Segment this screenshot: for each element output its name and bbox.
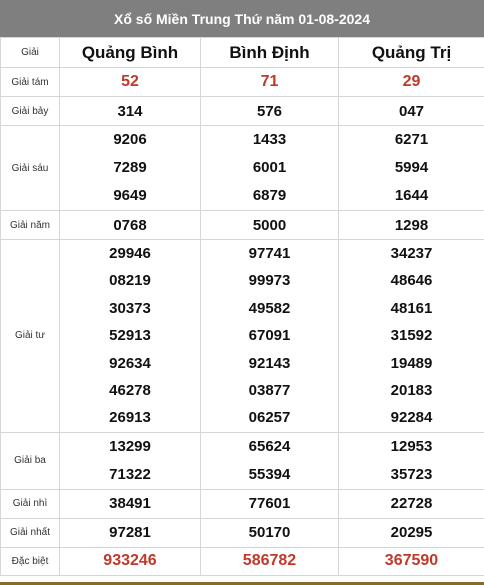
result-cell [201, 432, 339, 489]
result-cell [201, 547, 339, 575]
result-number: 48646 [390, 272, 433, 290]
result-cell [339, 432, 484, 489]
result-cell [60, 211, 201, 240]
result-cell [60, 97, 201, 126]
prize-label: Giải bảy [1, 97, 60, 126]
prize-label: Giải tám [1, 68, 60, 97]
result-cell [60, 68, 201, 97]
result-number: 586782 [242, 552, 297, 570]
result-number: 35723 [390, 465, 433, 483]
result-number: 20183 [390, 381, 433, 399]
result-cell [201, 489, 339, 518]
result-cell [339, 240, 484, 433]
province-header-quang-binh: Quảng Bình [60, 38, 201, 68]
result-number: 29946 [109, 245, 151, 262]
result-number: 5994 [394, 159, 429, 176]
results-table [0, 37, 484, 576]
result-number: 6001 [252, 159, 287, 176]
result-number: 13299 [109, 437, 151, 455]
result-cell [339, 489, 484, 518]
prize-row-tu [1, 240, 484, 433]
prize-label: Giải sáu [1, 126, 60, 211]
result-number: 1433 [252, 131, 287, 148]
result-number: 52 [121, 73, 139, 90]
result-number: 46278 [109, 381, 151, 399]
result-number: 29 [402, 73, 421, 90]
prize-row-tam [1, 68, 484, 97]
result-number: 20295 [390, 524, 433, 542]
prize-label: Giải tư [1, 240, 60, 433]
province-header-binh-dinh: Bình Định [201, 38, 339, 68]
prize-row-bay [1, 97, 484, 126]
result-number: 97281 [109, 524, 151, 542]
prize-row-nhat [1, 518, 484, 547]
result-number: 48161 [390, 299, 433, 317]
prize-row-nam [1, 211, 484, 240]
result-number: 047 [398, 102, 425, 120]
result-number: 6879 [252, 187, 287, 204]
result-cell [339, 547, 484, 575]
result-number: 65624 [248, 437, 291, 455]
prize-label: Giải năm [1, 211, 60, 240]
result-cell [60, 518, 201, 547]
result-number: 52913 [109, 327, 151, 345]
prize-label: Giải nhất [1, 518, 60, 547]
result-cell [201, 126, 339, 211]
result-number: 03877 [248, 381, 291, 399]
prize-column-header: Giải [1, 38, 60, 68]
prize-row-db [1, 547, 484, 575]
result-number: 314 [117, 102, 143, 120]
result-number: 31592 [390, 327, 433, 345]
result-cell [60, 547, 201, 575]
result-cell [339, 518, 484, 547]
result-cell [60, 432, 201, 489]
result-cell [339, 97, 484, 126]
result-cell [201, 68, 339, 97]
result-number: 99973 [248, 272, 291, 290]
result-number: 08219 [109, 272, 151, 290]
result-number: 92284 [390, 409, 433, 427]
prize-row-nhi [1, 489, 484, 518]
province-header-quang-tri: Quảng Trị [339, 38, 484, 68]
result-number: 92143 [248, 354, 291, 372]
prize-row-sau [1, 126, 484, 211]
result-number: 19489 [390, 354, 433, 372]
prize-row-ba [1, 432, 484, 489]
result-number: 5000 [252, 216, 287, 234]
result-cell [201, 518, 339, 547]
result-number: 30373 [109, 299, 151, 317]
result-number: 71 [260, 73, 279, 90]
result-number: 576 [256, 102, 283, 120]
result-number: 6271 [394, 131, 429, 148]
result-number: 50170 [248, 524, 291, 542]
result-cell [339, 211, 484, 240]
result-number: 12953 [390, 437, 433, 455]
prize-label: Giải ba [1, 432, 60, 489]
result-cell [60, 126, 201, 211]
result-number: 97741 [248, 245, 291, 262]
result-cell [60, 489, 201, 518]
result-number: 22728 [390, 495, 433, 513]
result-number: 34237 [390, 245, 433, 262]
result-number: 92634 [109, 354, 151, 372]
result-cell [60, 240, 201, 433]
result-number: 38491 [109, 495, 151, 513]
result-cell [201, 240, 339, 433]
result-number: 933246 [103, 552, 157, 570]
result-number: 1298 [394, 216, 429, 234]
result-cell [339, 126, 484, 211]
result-number: 77601 [248, 495, 291, 513]
header-row [1, 38, 484, 68]
result-number: 49582 [248, 299, 291, 317]
result-cell [339, 68, 484, 97]
prize-label: Giải nhì [1, 489, 60, 518]
result-number: 7289 [113, 159, 147, 176]
result-number: 0768 [113, 216, 147, 234]
result-number: 9206 [113, 131, 147, 148]
result-number: 367590 [384, 552, 439, 570]
result-cell [201, 211, 339, 240]
result-number: 1644 [394, 187, 429, 204]
result-number: 26913 [109, 409, 151, 427]
result-cell [201, 97, 339, 126]
result-number: 67091 [248, 327, 291, 345]
prize-label: Đặc biệt [1, 547, 60, 575]
results-title: Xổ số Miền Trung Thứ năm 01-08-2024 [0, 0, 484, 37]
result-number: 71322 [109, 465, 151, 483]
result-number: 9649 [113, 187, 147, 204]
result-number: 06257 [248, 409, 291, 427]
result-number: 55394 [248, 465, 291, 483]
